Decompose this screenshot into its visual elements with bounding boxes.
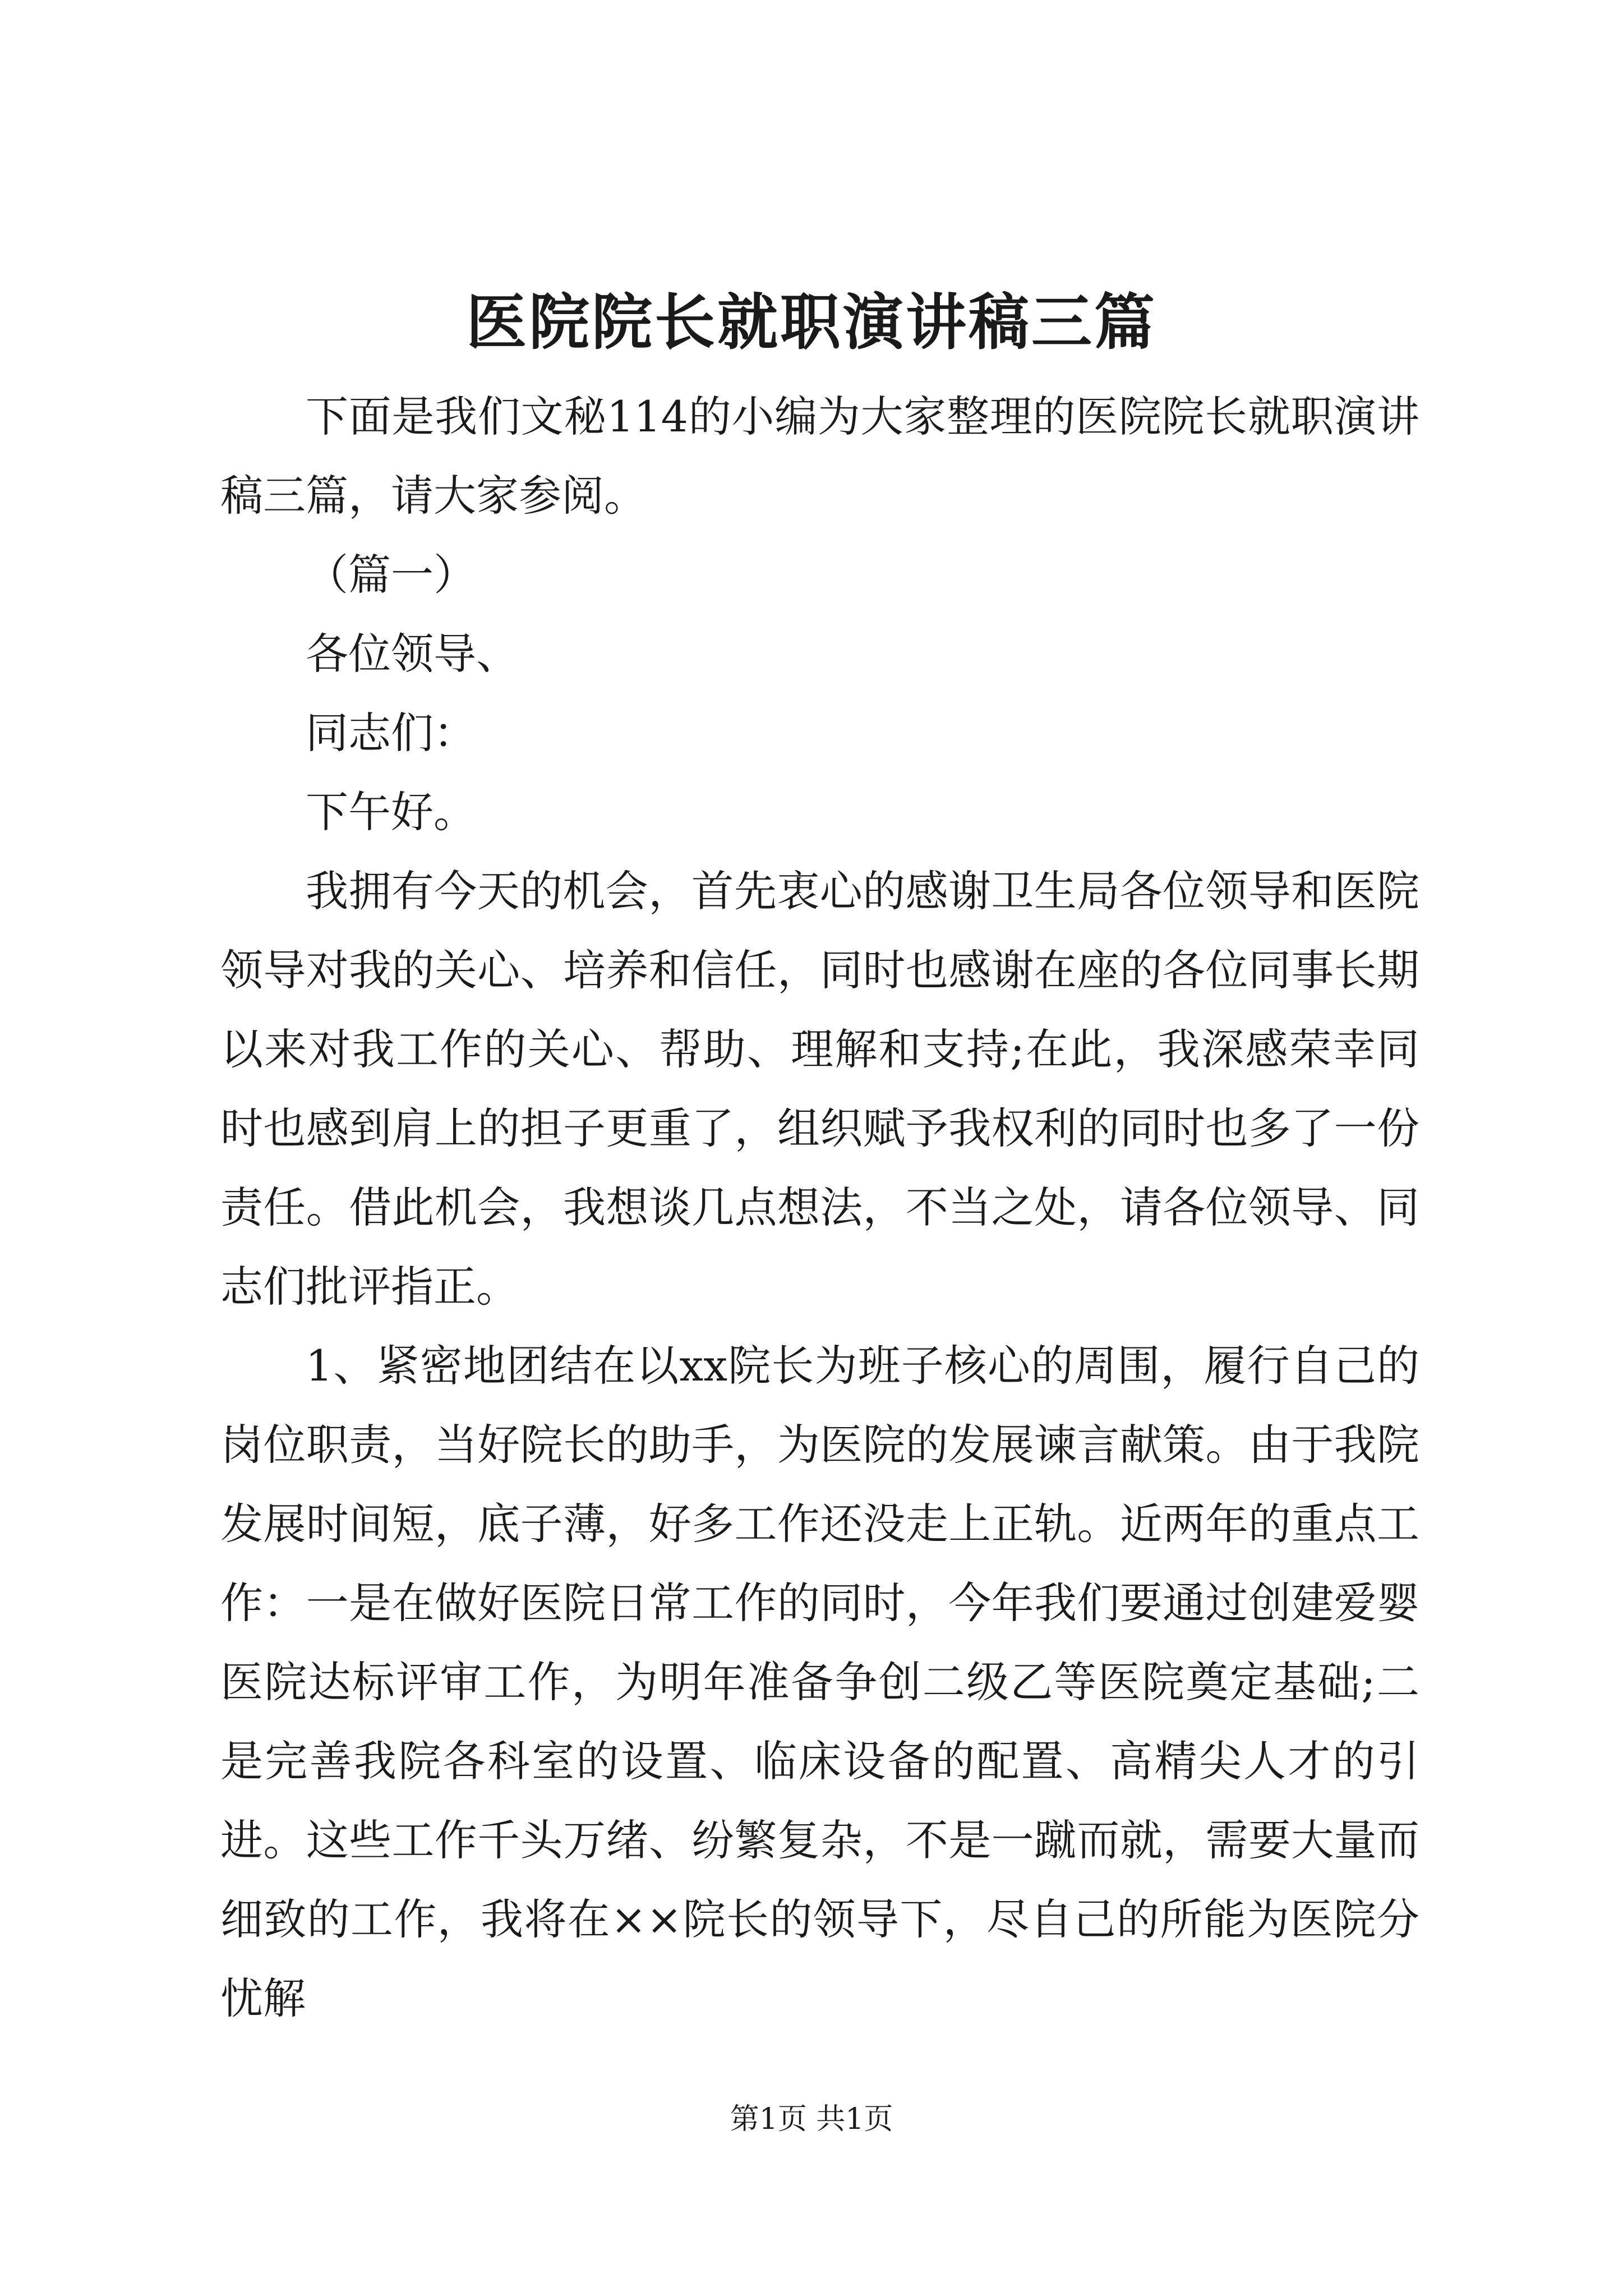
salutation-leaders: 各位领导、 [306,629,519,679]
body-paragraph: 1、紧密地团结在以xx院长为班子核心的周围，履行自己的岗位职责，当好院长的助手，为医院的发展谏言献策。由于我院发展时间短，底子薄，好多工作还没走上正轨。近两年的重点工作：一是在做好医院日常工作的同时，今年我们要通过创建爱婴医院达标评审工作，为明年准备争创二级乙等医院奠定基础;二是完善我院各科室的设置、临床设备的配置、高精尖人才的引进。这些工作千头万绪、纷繁复杂，不是一蹴而就，需要大量而细致的工作，我将在××院长的领导下，尽自己的所能为医院分忧解 [220,1341,1419,2023]
document-body [220,377,1419,2038]
page-footer: 第1页 共1页 [730,2102,893,2136]
section-heading: （篇一） [306,550,476,600]
greeting: 下午好。 [306,787,476,837]
body-paragraph: 我拥有今天的机会，首先衷心的感谢卫生局各位领导和医院领导对我的关心、培养和信任，同时也感谢在座的各位同事长期以来对我工作的关心、帮助、理解和支持;在此，我深感荣幸同时也感到肩上的担子更重了，组织赋予我权利的同时也多了一份责任。借此机会，我想谈几点想法，不当之处，请各位领导、同志们批评指正。 [220,866,1419,1312]
document-title: 医院院长就职演讲稿三篇 [465,287,1157,358]
salutation-comrades: 同志们： [306,708,476,758]
intro-paragraph: 下面是我们文秘114的小编为大家整理的医院院长就职演讲稿三篇，请大家参阅。 [220,392,1419,521]
